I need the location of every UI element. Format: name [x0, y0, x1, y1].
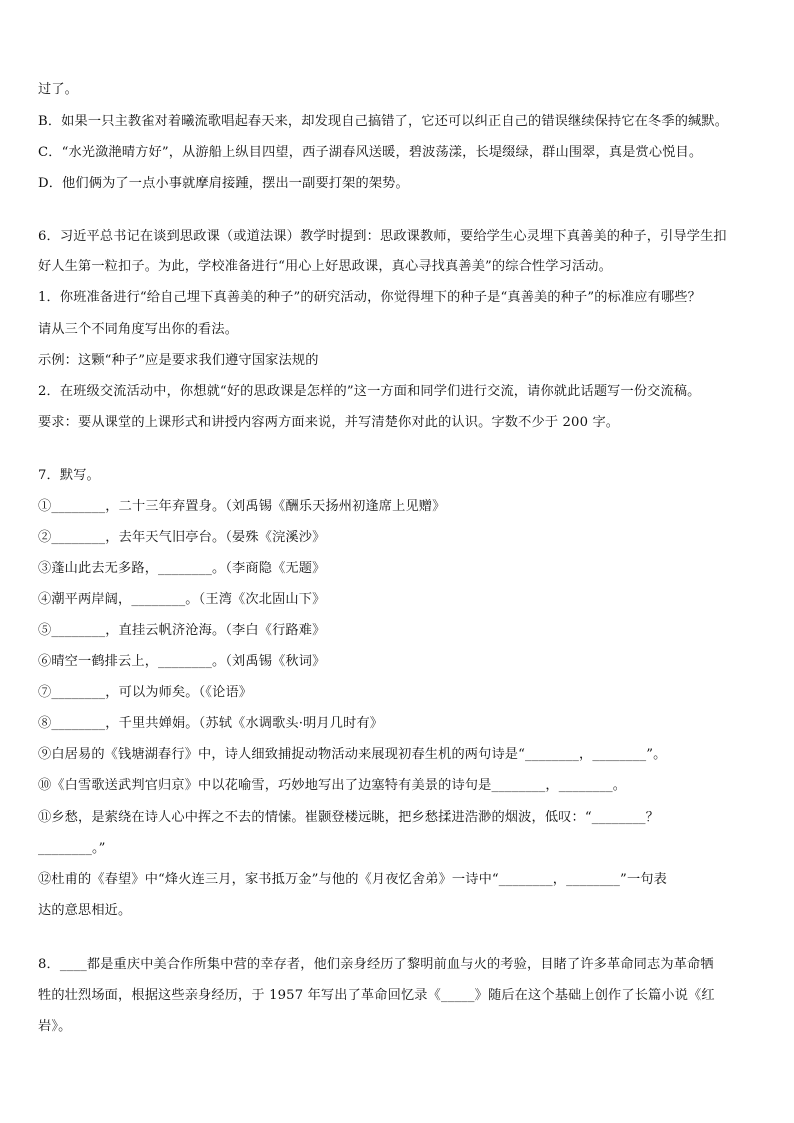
q5-option-c: C．“水光潋滟晴方好”，从游船上纵目四望，西子湖春风送暖，碧波荡漾，长堤缀绿，群山围翠，真是赏心悦目。 — [38, 145, 703, 160]
q6-part2: 2．在班级交流活动中，你想就“好的思政课是怎样的”这一方面和同学们进行交流，请你就此话题写一份交流稿。 — [38, 384, 701, 399]
q7-item-11-line1: ⑪乡愁，是萦绕在诗人心中挥之不去的情愫。崔颢登楼远眺，把乡愁揉进浩渺的烟波，低叹：“________？ — [38, 810, 660, 825]
q7-item-6: ⑥晴空一鹤排云上，________。（刘禹锡《秋词》 — [38, 654, 326, 669]
q7-item-12-line1: ⑫杜甫的《春望》中“烽火连三月，家书抵万金”与他的《月夜忆舍弟》一诗中“________，________”一句表 — [38, 872, 667, 887]
q6-stem-line2: 好人生第一粒扣子。为此，学校准备进行“用心上好思政课，真心寻找真善美”的综合性学习活动。 — [38, 259, 612, 274]
q6-requirement: 要求：要从课堂的上课形式和讲授内容两方面来说，并写清楚你对此的认识。字数不少于 200 字。 — [38, 415, 620, 430]
q7-item-4: ④潮平两岸阔，________。（王湾《次北固山下》 — [38, 592, 326, 607]
q7-item-1: ①________，二十三年弃置身。（刘禹锡《酬乐天扬州初逢席上见赠》 — [38, 499, 446, 514]
q7-item-11-line2: ________。” — [38, 841, 106, 856]
q7-item-5: ⑤________，直挂云帆济沧海。（李白《行路难》 — [38, 623, 326, 638]
q7-item-7: ⑦________，可以为师矣。（《论语》 — [38, 685, 253, 700]
q7-title: 7．默写。 — [38, 468, 100, 483]
q8-line3: 岩》。 — [38, 1019, 72, 1034]
q6-part1-line2: 请从三个不同角度写出你的看法。 — [38, 322, 239, 337]
q5-option-b: B．如果一只主教雀对着曦流歌唱起春天来，却发现自己搞错了，它还可以纠正自己的错误继续保持它在冬季的缄默。 — [38, 114, 729, 129]
q5-continuation: 过了。 — [38, 82, 79, 97]
q6-example: 示例：这颗“种子”应是要求我们遵守国家法规的 — [38, 353, 319, 368]
q6-part1-line1: 1．你班准备进行“给自己埋下真善美的种子”的研究活动，你觉得埋下的种子是“真善美的种子”的标准应有哪些？ — [38, 290, 701, 305]
q6-stem-line1: 6．习近平总书记在谈到思政课（或道法课）教学时提到：思政课教师，要给学生心灵埋下真善美的种子，引导学生扣 — [38, 229, 727, 244]
q7-item-2: ②________，去年天气旧亭台。（晏殊《浣溪沙》 — [38, 530, 326, 545]
q7-item-12-line2: 达的意思相近。 — [38, 903, 132, 918]
q7-item-9: ⑨白居易的《钱塘湖春行》中，诗人细致捕捉动物活动来展现初春生机的两句诗是“________，________”。 — [38, 747, 667, 762]
q5-option-d: D．他们俩为了一点小事就摩肩接踵，摆出一副要打架的架势。 — [38, 176, 409, 191]
q8-line2: 牲的壮烈场面，根据这些亲身经历，于 1957 年写出了革命回忆录《_____》随后在这个基础上创作了长篇小说《红 — [38, 988, 715, 1003]
q7-item-3: ③蓬山此去无多路，________。（李商隐《无题》 — [38, 561, 326, 576]
q8-line1: 8．____都是重庆中美合作所集中营的幸存者，他们亲身经历了黎明前血与火的考验，目睹了许多革命同志为革命牺 — [38, 957, 714, 972]
q7-item-8: ⑧________，千里共婵娟。（苏轼《水调歌头·明月几时有》 — [38, 716, 384, 731]
q7-item-10: ⑩《白雪歌送武判官归京》中以花喻雪，巧妙地写出了边塞特有美景的诗句是________，________。 — [38, 778, 627, 793]
